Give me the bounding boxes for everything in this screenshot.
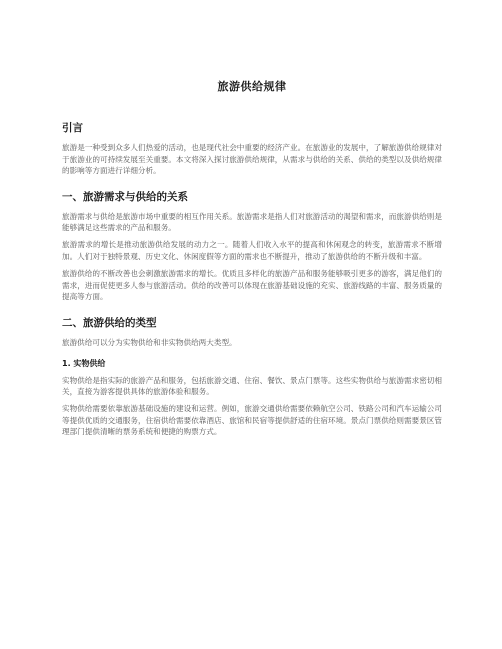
section1-paragraph: 旅游供给的不断改善也会刺激旅游需求的增长。优质且多样化的旅游产品和服务能够吸引更多的游客，满足他们的需求，进而促使更多人参与旅游活动。供给的改善可以体现在旅游基础设施的充实、旅游线路的丰富、服务质量的提高等方面。 [62, 269, 442, 302]
section-supply-types [62, 316, 442, 349]
subsection1-paragraph: 实物供给需要依靠旅游基础设施的建设和运营。例如，旅游交通供给需要依赖航空公司、铁路公司和汽车运输公司等提供优质的交通服务，住宿供给需要依靠酒店、旅馆和民宿等提供舒适的住宿环境。景点门票供给则需要景区管理部门提供清晰的票务系统和便捷的购票方式。 [62, 404, 442, 437]
intro-heading: 引言 [62, 122, 83, 134]
subsection-physical-supply [62, 358, 442, 438]
subsection1-paragraph: 实物供给是指实际的旅游产品和服务，包括旅游交通、住宿、餐饮、景点门票等。这些实物供给与旅游需求密切相关，直接为游客提供具体的旅游体验和服务。 [62, 375, 442, 397]
section1-paragraph: 旅游需求的增长是推动旅游供给发展的动力之一。随着人们收入水平的提高和休闲观念的转变，旅游需求不断增加。人们对于独特景观、历史文化、休闲度假等方面的需求也不断提升，推动了旅游供给的不断升级和丰富。 [62, 240, 442, 262]
intro-paragraph: 旅游是一种受到众多人们热爱的活动，也是现代社会中重要的经济产业。在旅游业的发展中，了解旅游供给规律对于旅游业的可持续发展至关重要。本文将深入探讨旅游供给规律，从需求与供给的关系、供给的类型以及供给规律的影响等方面进行详细分析。 [62, 143, 442, 176]
section1-paragraph: 旅游需求与供给是旅游市场中重要的相互作用关系。旅游需求是指人们对旅游活动的渴望和需求，而旅游供给则是能够满足这些需求的产品和服务。 [62, 211, 442, 233]
intro-section [62, 121, 442, 177]
document-page [62, 78, 442, 444]
section-demand-supply [62, 190, 442, 303]
section2-paragraph: 旅游供给可以分为实物供给和非实物供给两大类型。 [62, 337, 237, 347]
subsection1-heading: 1. 实物供给 [62, 358, 106, 368]
section1-heading: 一、旅游需求与供给的关系 [62, 190, 188, 203]
section2-heading: 二、旅游供给的类型 [62, 316, 157, 329]
document-title: 旅游供给规律 [217, 80, 287, 93]
